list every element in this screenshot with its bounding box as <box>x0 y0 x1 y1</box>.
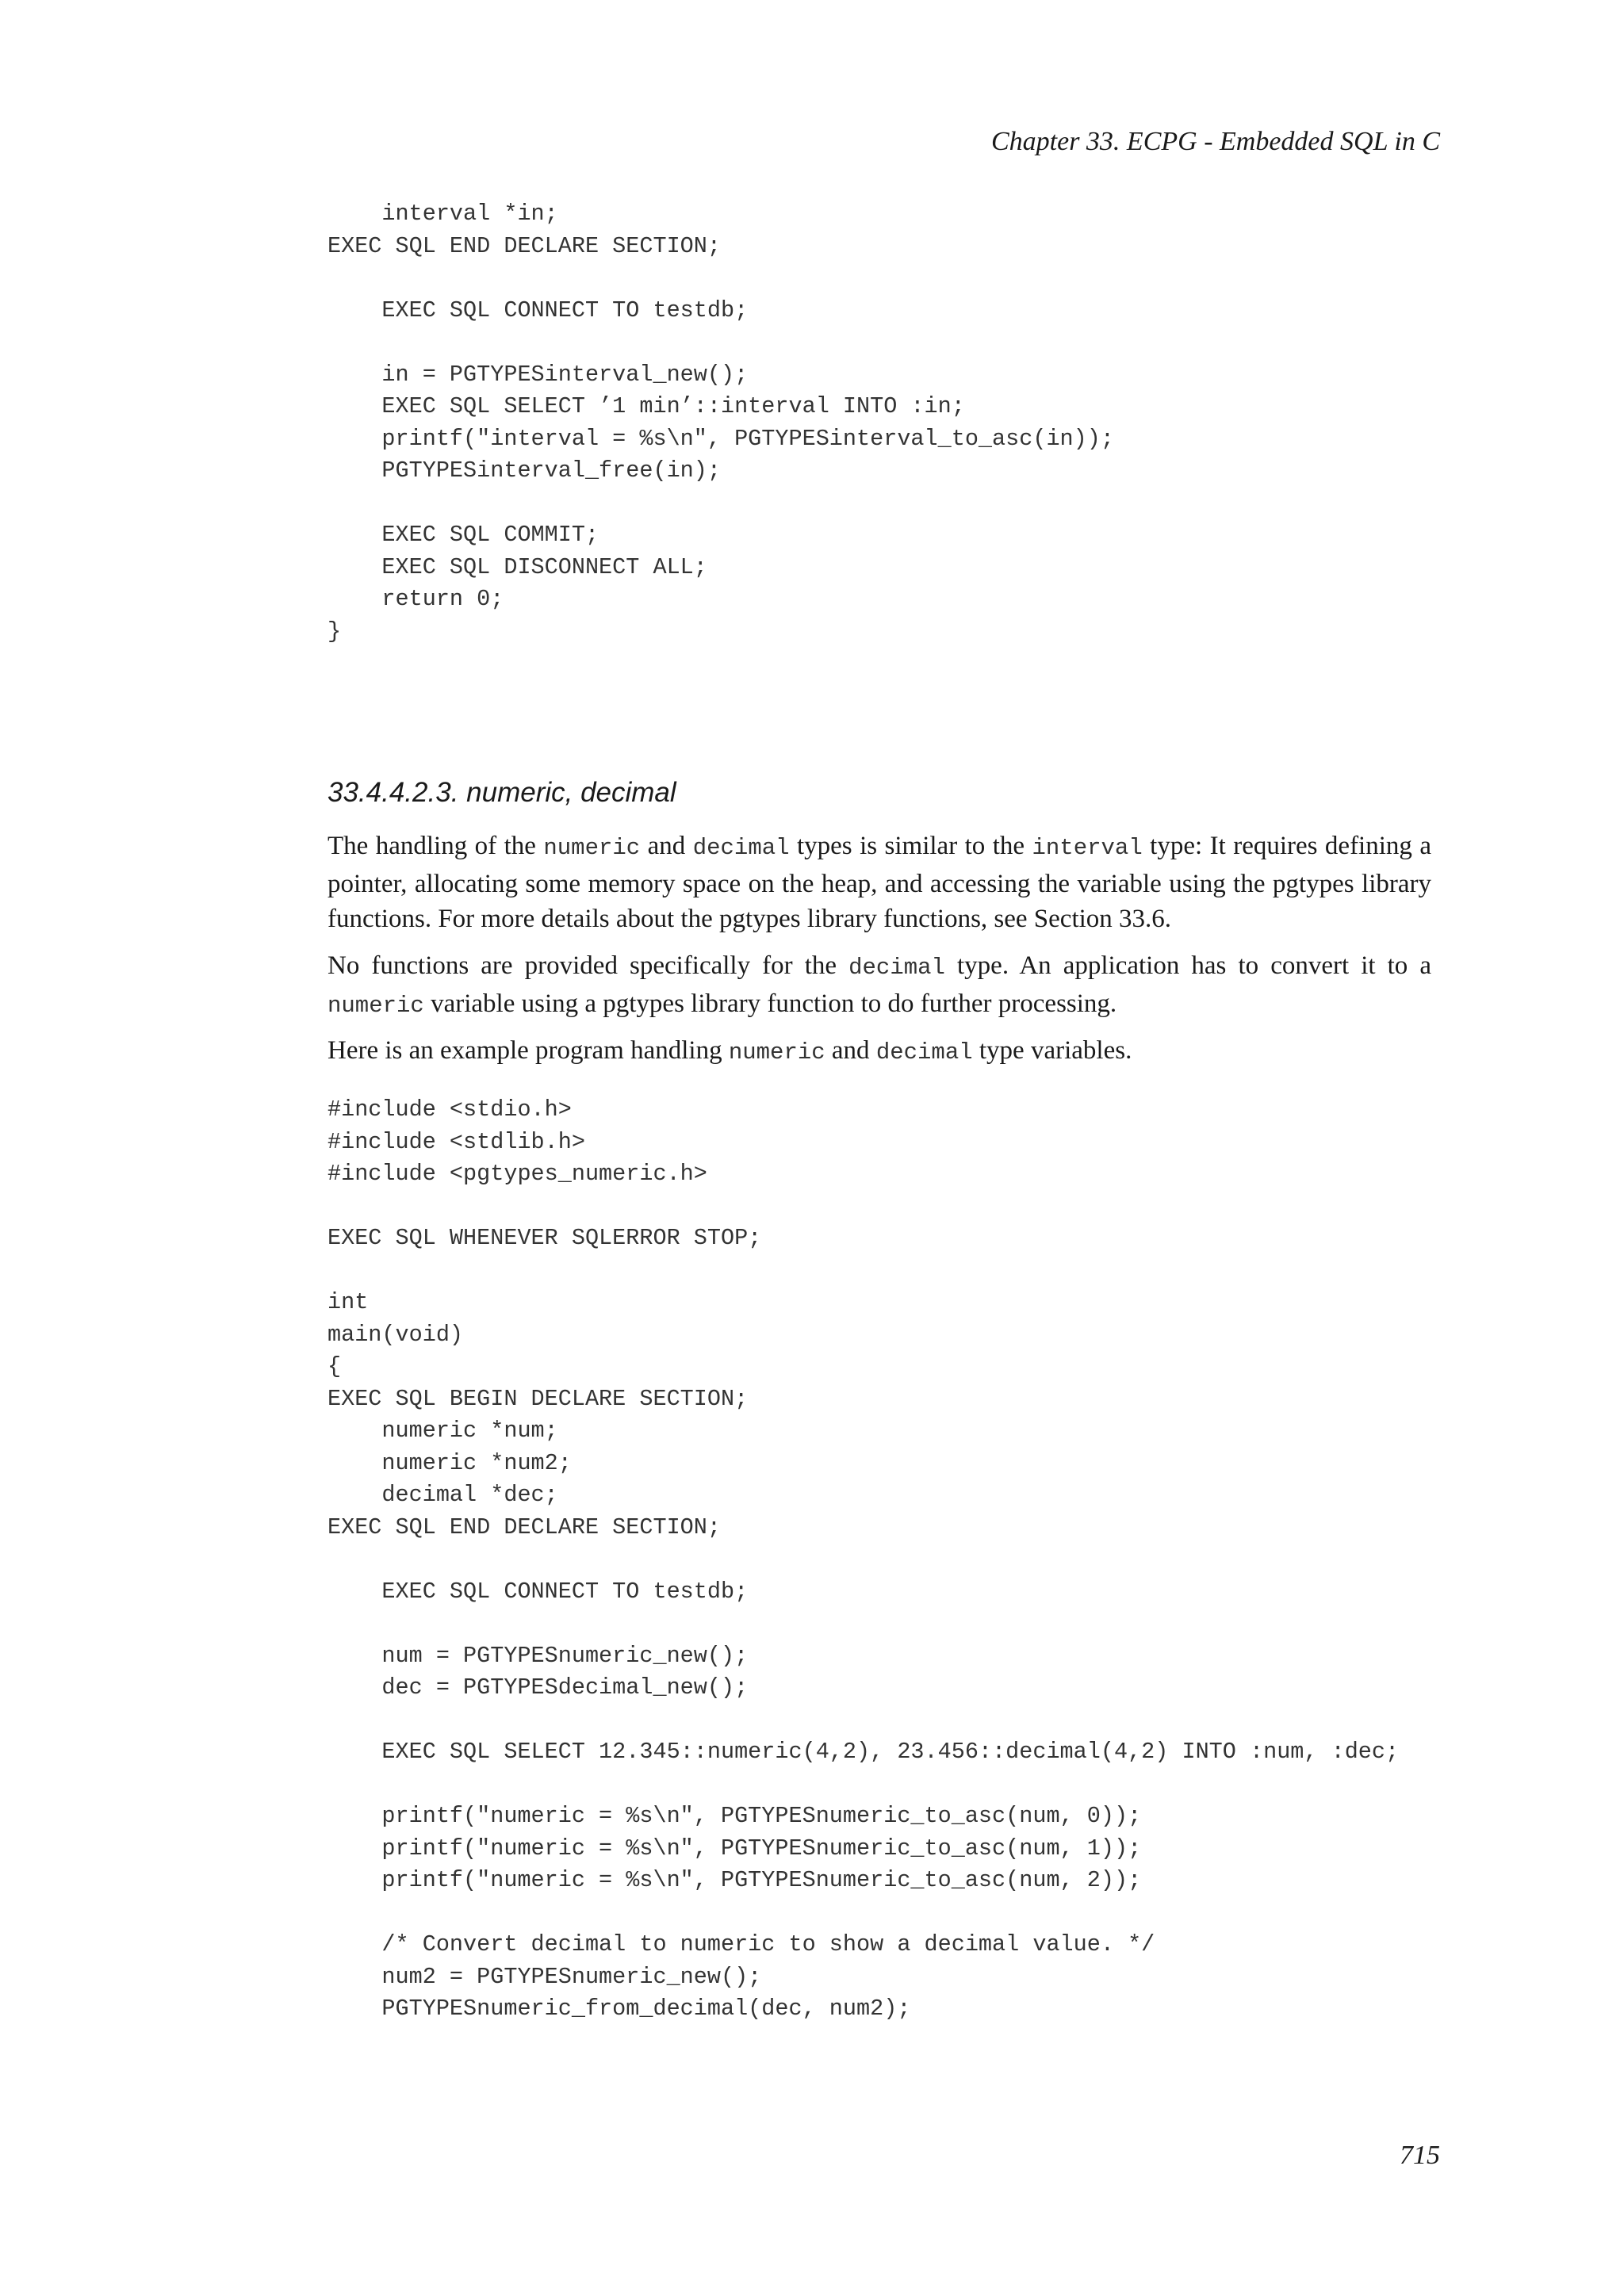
paragraph-types-intro <box>327 828 1431 937</box>
text: No functions are provided specifically for the <box>327 951 849 980</box>
inline-code-numeric: numeric <box>543 835 641 861</box>
inline-code-decimal: decimal <box>848 955 945 981</box>
code-block-numeric-example: #include <stdio.h> #include <stdlib.h> #include <pgtypes_numeric.h> EXEC SQL WHENEVER SQLERROR STOP; int main(void) { EXEC SQL BEGIN DECLARE SECTION; numeric *num; numeric *num2; decimal *dec; EXEC SQL END DECLARE SECTION; EXEC SQL CONNECT TO testdb; num = PGTYPESnumeric_new(); dec = PGTYPESdecimal_new(); EXEC SQL SELECT 12.345::numeric(4,2), 23.456::decimal(4,2) INTO :num, :dec; printf("numeric = %s\n", PGTYPESnumeric_to_asc(num, 0)); printf("numeric = %s\n", PGTYPESnumeric_to_asc(num, 1)); printf("numeric = %s\n", PGTYPESnumeric_to_asc(num, 2)); /* Convert decimal to numeric to show a decimal value. */ num2 = PGTYPESnumeric_new(); PGTYPESnumeric_from_decimal(dec, num2); <box>327 1096 1400 2022</box>
text: type variables. <box>972 1036 1132 1065</box>
text: type. An application has to convert it to a <box>944 951 1432 980</box>
inline-code-numeric: numeric <box>728 1039 825 1066</box>
text: types is similar to the <box>789 832 1032 860</box>
text: The handling of the <box>327 832 544 860</box>
text: variable using a pgtypes library function to do further processing. <box>423 989 1117 1018</box>
paragraph-decimal-note <box>327 948 1431 1024</box>
text: and <box>825 1036 876 1065</box>
paragraph-example-intro <box>327 1033 1431 1071</box>
inline-code-decimal: decimal <box>875 1039 973 1066</box>
inline-code-decimal: decimal <box>692 835 790 861</box>
inline-code-interval: interval <box>1032 835 1143 861</box>
section-heading: 33.4.4.2.3. numeric, decimal <box>327 777 676 808</box>
chapter-header: Chapter 33. ECPG - Embedded SQL in C <box>990 127 1440 156</box>
inline-code-numeric: numeric <box>327 992 424 1019</box>
text: Here is an example program handling <box>327 1036 729 1065</box>
code-block-interval-example: interval *in; EXEC SQL END DECLARE SECTION; EXEC SQL CONNECT TO testdb; in = PGTYPESinterval_new(); EXEC SQL SELECT ’1 min’::interval INTO :in; printf("interval = %s\n", PGTYPESinterval_to_asc(in)); PGTYPESinterval_free(in); EXEC SQL COMMIT; EXEC SQL DISCONNECT ALL; return 0; } <box>327 201 1114 645</box>
text: type: It requires defining a pointer, allocating some memory space on the heap, and accessing the variable using the pgtypes library functions. For more details about the pgtypes library functions, see Section 33.6. <box>327 832 1431 933</box>
page-number: 715 <box>1400 2141 1440 2170</box>
text: and <box>640 832 693 860</box>
